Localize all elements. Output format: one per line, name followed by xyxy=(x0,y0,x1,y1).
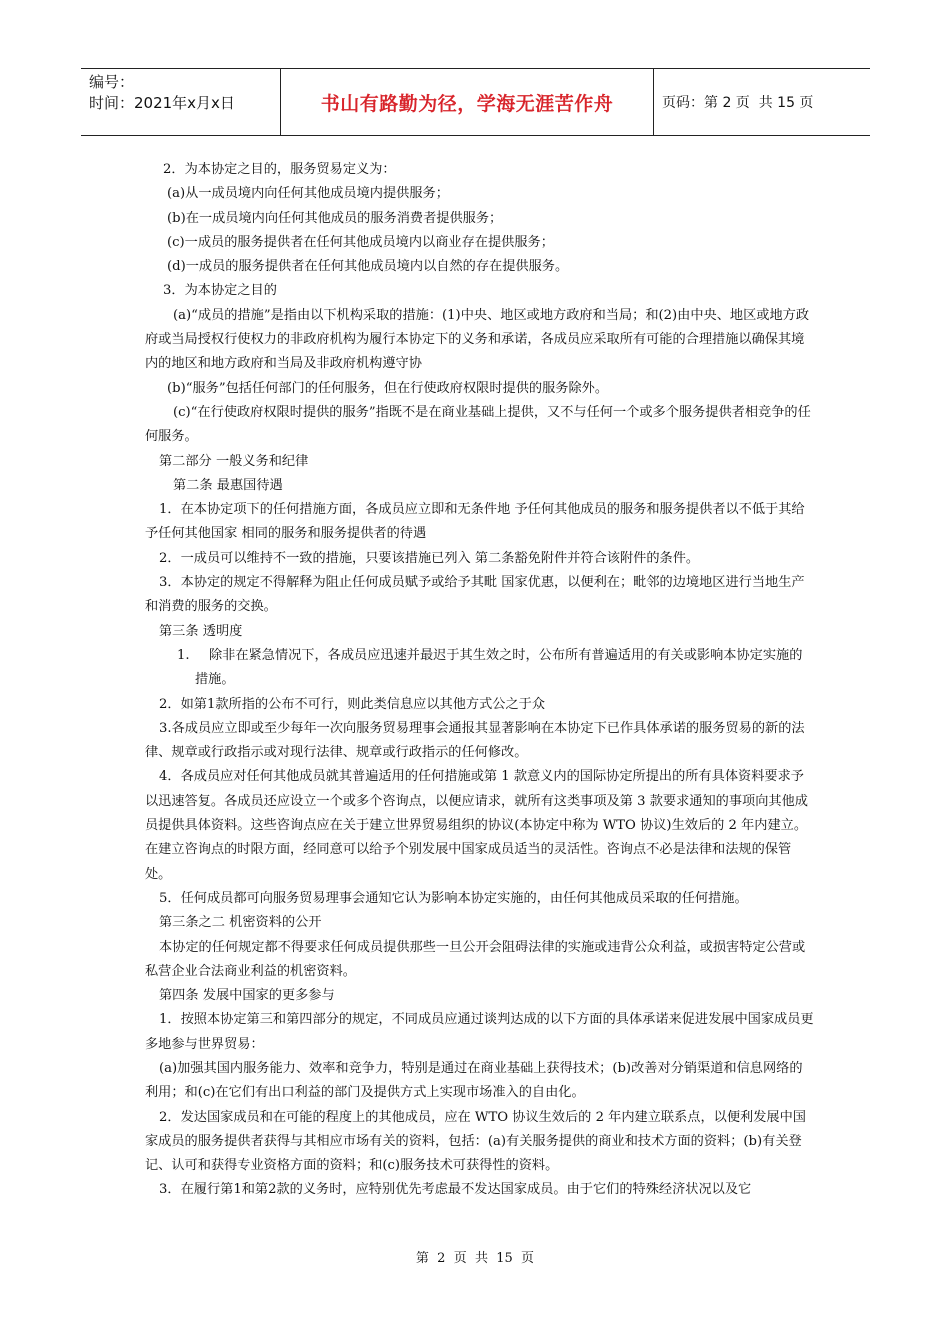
paragraph: (c)“在行使政府权限时提供的服务”指既不是在商业基础上提供，又不与任何一个或多个服务提供者相竞争的任何服务。 xyxy=(145,404,811,445)
code-label: 编号： xyxy=(89,73,135,91)
page-footer xyxy=(0,1247,950,1266)
paragraph: 4．各成员应对任何其他成员就其普遍适用的任何措施或第 1 款意义内的国际协定所提出的所有具体资料要求予以迅速答复。各成员还应设立一个或多个咨询点，以便应请求，就所有这类事项及第 3 款要求通知的事项向其他成员提供具体资料。这些咨询点应在关于建立世界贸易组织的协议(本协定中称为 WTO 协议)生效后的 2 年内建立。在建立咨询点的时限方面，经同意可以给予个别发展中国家成员适当的灵活性。咨询点不必是法律和法规的保管处。 xyxy=(145,769,808,882)
document-body xyxy=(145,158,815,1203)
page-label: 页码：第 2 页 共 15 页 xyxy=(662,95,814,111)
section-heading: 第三条之二 机密资料的公开 xyxy=(159,915,322,931)
paragraph: 本协定的任何规定都不得要求任何成员提供那些一旦公开会阻碍法律的实施或违背公众利益，或损害特定公营或私营企业合法商业利益的机密资料。 xyxy=(145,939,806,979)
paragraph: 1．按照本协定第三和第四部分的规定，不同成员应通过谈判达成的以下方面的具体承诺来促进发展中国家成员更多地参与世界贸易： xyxy=(145,1012,814,1052)
article-heading: 第三条 透明度 xyxy=(159,623,243,639)
date-label: 时间：2021年x月x日 xyxy=(89,94,235,112)
paragraph: 3．为本协定之目的 xyxy=(163,283,277,299)
paragraph: 2．一成员可以维持不一致的措施，只要该措施已列入 第二条豁免附件并符合该附件的条件。 xyxy=(159,550,700,566)
paragraph: (a)加强其国内服务能力、效率和竞争力，特别是通过在商业基础上获得技术；(b)改善对分销渠道和信息网络的利用；和(c)在它们有出口利益的部门及提供方式上实现市场准入的自由化。 xyxy=(145,1060,803,1101)
paragraph: (c)一成员的服务提供者在任何其他成员境内以商业存在提供服务； xyxy=(167,234,554,250)
footer-page-number: 第 2 页 共 15 页 xyxy=(415,1251,535,1266)
paragraph-text: 除非在紧急情况下，各成员应迅速并最迟于其生效之时，公布所有普遍适用的有关或影响本协定实施的措施。 xyxy=(195,647,803,688)
numbered-paragraph xyxy=(145,644,815,693)
paragraph: 5．任何成员都可向服务贸易理事会通知它认为影响本协定实施的，由任何其他成员采取的任何措施。 xyxy=(159,890,748,906)
paragraph: (b)在一成员境内向任何其他成员的服务消费者提供服务； xyxy=(167,210,503,226)
paragraph: (b)“服务”包括任何部门的任何服务，但在行使政府权限时提供的服务除外。 xyxy=(167,380,609,396)
paragraph: 2．发达国家成员和在可能的程度上的其他成员，应在 WTO 协议生效后的 2 年内建立联系点，以便利发展中国家成员的服务提供者获得与其相应市场有关的资料，包括：(a)有关服务提供的商业和技术方面的资料；(b)有关登记、认可和获得专业资格方面的资料；和(c)服务技术可获得性的资料。 xyxy=(145,1109,806,1174)
paragraph: (a)从一成员境内向任何其他成员境内提供服务； xyxy=(167,186,449,202)
paragraph: 3.各成员应立即或至少每年一次向服务贸易理事会通报其显著影响在本协定下已作具体承诺的服务贸易的新的法律、规章或行政指示或对现行法律、规章或行政指示的任何修改。 xyxy=(145,720,805,761)
page-header xyxy=(81,68,870,136)
paragraph: 2．如第1款所指的公布不可行，则此类信息应以其他方式公之于众 xyxy=(159,696,546,712)
paragraph: 3．本协定的规定不得解释为阻止任何成员赋予或给予其毗 国家优惠，以便利在；毗邻的边境地区进行当地生产和消费的服务的交换。 xyxy=(145,575,805,615)
paragraph: 3．在履行第1和第2款的义务时，应特别优先考虑最不发达国家成员。由于它们的特殊经济状况以及它 xyxy=(159,1182,752,1198)
paragraph: (a)“成员的措施”是指由以下机构采取的措施：(1)中央、地区或地方政府和当局；和(2)由中央、地区或地方政府或当局授权行使权力的非政府机构为履行本协定下的义务和承诺，各成员应采取所有可能的合理措施以确保其境内的地区和地方政府和当局及非政府机构遵守协 xyxy=(145,307,810,372)
list-number: 1. xyxy=(177,647,190,663)
paragraph: (d)一成员的服务提供者在任何其他成员境内以自然的存在提供服务。 xyxy=(167,259,569,275)
header-page-info xyxy=(654,69,870,135)
article-heading: 第二条 最惠国待遇 xyxy=(173,477,283,493)
paragraph: 1．在本协定项下的任何措施方面，各成员应立即和无条件地 予任何其他成员的服务和服务提供者以不低于其给予任何其他国家 相同的服务和服务提供者的待遇 xyxy=(145,502,805,542)
section-heading: 第二部分 一般义务和纪律 xyxy=(159,453,309,469)
article-heading: 第四条 发展中国家的更多参与 xyxy=(159,988,335,1004)
header-meta xyxy=(81,69,281,135)
header-motto: 书山有路勤为径，学海无涯苦作舟 xyxy=(281,69,654,135)
paragraph: 2．为本协定之目的，服务贸易定义为： xyxy=(163,162,396,177)
